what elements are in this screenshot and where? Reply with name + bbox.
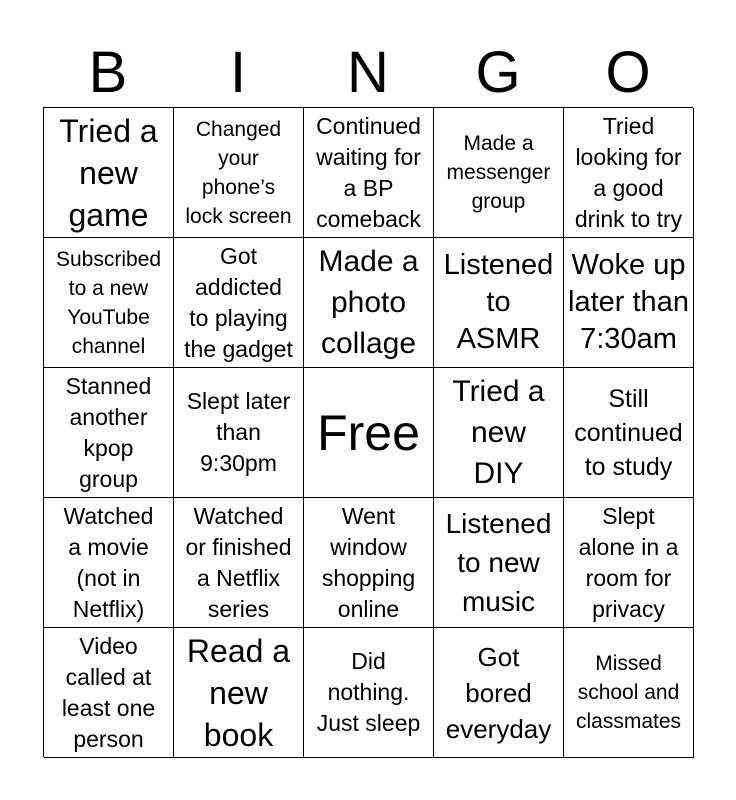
bingo-cell-4-3[interactable] <box>304 498 434 628</box>
cell-text: Listened to ASMR <box>443 249 554 355</box>
bingo-board <box>43 107 693 757</box>
bingo-cell-5-1[interactable] <box>44 628 174 758</box>
bingo-cell-3-1[interactable] <box>44 368 174 498</box>
cell-text: Went window shopping online <box>321 502 416 622</box>
bingo-cell-1-1[interactable] <box>44 108 174 238</box>
bingo-cell-2-5[interactable] <box>564 238 694 368</box>
bingo-cell-5-2[interactable] <box>174 628 304 758</box>
bingo-cell-3-3-free[interactable] <box>304 368 434 498</box>
bingo-cell-1-4[interactable] <box>434 108 564 238</box>
cell-text: Read a new book <box>186 632 291 753</box>
cell-text: Watched or finished a Netflix series <box>185 502 292 622</box>
cell-text: Slept alone in a room for privacy <box>578 502 679 622</box>
cell-text: Tried a new game <box>59 112 158 233</box>
header-letter-b: B <box>88 40 128 105</box>
cell-text: Woke up later than 7:30am <box>568 249 689 355</box>
bingo-cell-4-4[interactable] <box>434 498 564 628</box>
cell-text: Continued waiting for a BP comeback <box>316 112 421 232</box>
cell-text: Listened to new music <box>445 508 552 617</box>
cell-text: Made a photo collage <box>318 245 419 360</box>
free-space-text: Free <box>317 404 420 461</box>
cell-text: Still continued to study <box>574 384 683 481</box>
bingo-cell-1-2[interactable] <box>174 108 304 238</box>
header-letter-o: O <box>605 40 651 105</box>
bingo-cell-1-3[interactable] <box>304 108 434 238</box>
bingo-cell-2-4[interactable] <box>434 238 564 368</box>
bingo-cell-3-5[interactable] <box>564 368 694 498</box>
bingo-cell-5-4[interactable] <box>434 628 564 758</box>
cell-text: Slept later than 9:30pm <box>186 388 291 476</box>
cell-text: Stanned another kpop group <box>65 372 152 492</box>
bingo-cell-1-5[interactable] <box>564 108 694 238</box>
header-letter-g: G <box>475 40 521 105</box>
header-letter-n: N <box>347 40 389 105</box>
cell-text: Video called at least one person <box>61 632 156 752</box>
bingo-header <box>43 40 693 106</box>
cell-text: Watched a movie (not in Netflix) <box>63 502 154 622</box>
bingo-cell-2-3[interactable] <box>304 238 434 368</box>
cell-text: Got bored everyday <box>445 641 552 744</box>
cell-text: Tried a new DIY <box>452 375 545 490</box>
bingo-cell-4-2[interactable] <box>174 498 304 628</box>
cell-text: Subscribed to a new YouTube channel <box>55 247 162 358</box>
bingo-cell-2-1[interactable] <box>44 238 174 368</box>
header-letter-i: I <box>229 40 247 105</box>
cell-text: Made a messenger group <box>446 132 551 213</box>
cell-text: Got addicted to playing the gadget <box>184 242 293 362</box>
bingo-cell-4-5[interactable] <box>564 498 694 628</box>
cell-text: Missed school and classmates <box>575 652 682 733</box>
bingo-cell-4-1[interactable] <box>44 498 174 628</box>
bingo-cell-2-2[interactable] <box>174 238 304 368</box>
bingo-cell-5-3[interactable] <box>304 628 434 758</box>
cell-text: Did nothing. Just sleep <box>316 648 421 736</box>
cell-text: Tried looking for a good drink to try <box>574 112 683 232</box>
bingo-cell-3-4[interactable] <box>434 368 564 498</box>
bingo-cell-5-5[interactable] <box>564 628 694 758</box>
cell-text: Changed your phone’s lock screen <box>185 117 292 228</box>
bingo-cell-3-2[interactable] <box>174 368 304 498</box>
